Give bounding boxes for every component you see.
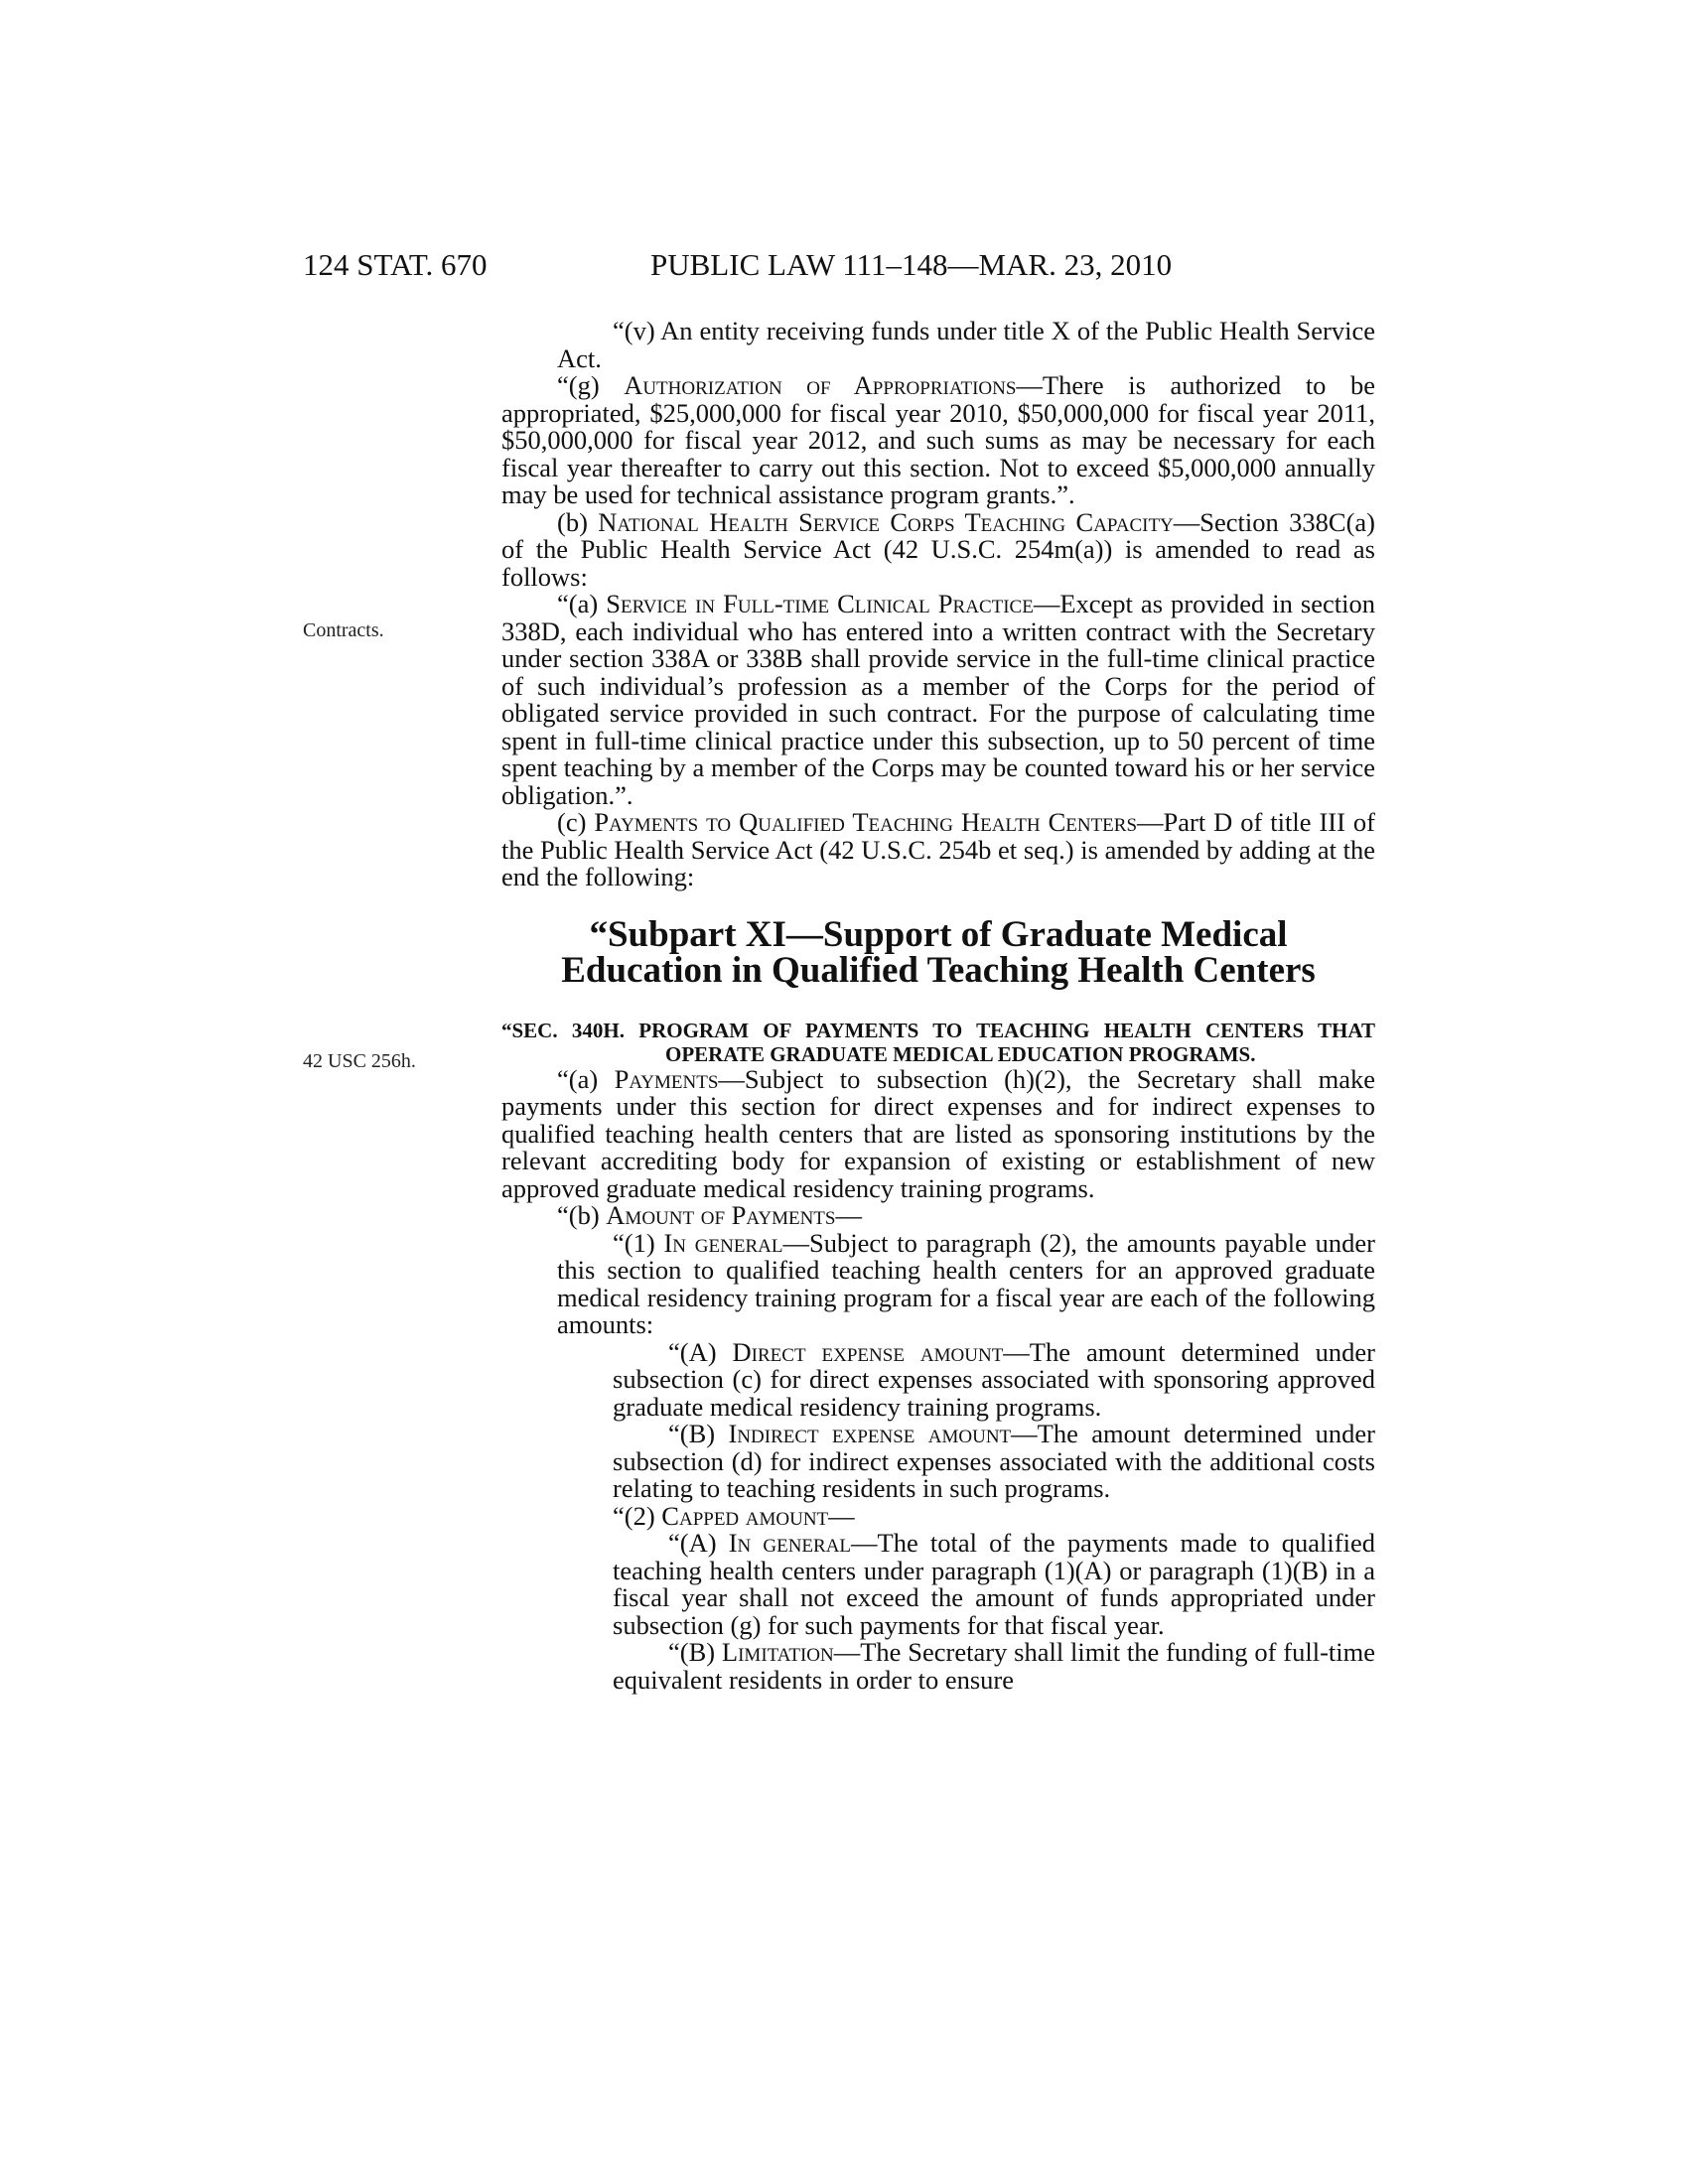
paragraph-v: “(v) An entity receiving funds under title X of the Public Health Service Act. xyxy=(557,316,1375,373)
paragraph-g-heading: Authorization of Appropriations xyxy=(624,370,1017,400)
paragraph-2A-heading: In general xyxy=(728,1528,852,1558)
paragraph-c-heading: Payments to Qualified Teaching Health Centers xyxy=(594,807,1138,837)
paragraph-1B-heading: Indirect expense amount xyxy=(728,1419,1012,1448)
paragraph-g: “(g) Authorization of Appropriations—There is authorized to be appropriated, $25,000,000 for fiscal year 2010, $50,000,000 for fiscal year 2011, $50,000,000 for fiscal year 2012, and such sums as may be necessary for each fiscal year thereafter to carry out this section. Not to exceed $5,000,000 annually may be used for technical assistance program grants.”. xyxy=(501,370,1375,509)
paragraph-1A-heading: Direct expense amount xyxy=(732,1336,1004,1367)
main-text xyxy=(501,318,1375,1694)
paragraph-b: (b) National Health Service Corps Teaching Capacity—Section 338C(a) of the Public Health Service Act (42 U.S.C. 254m(a)) is amended to read as follows: xyxy=(501,506,1375,592)
paragraph-b-amount-heading: Amount of Payments xyxy=(606,1200,836,1230)
paragraph-a-payments: “(a) Payments—Subject to subsection (h)(2), the Secretary shall make payments under this section for direct expenses and for indirect expenses to qualified teaching health centers that are listed as sponsoring institutions by the relevant accrediting body for expansion of existing or establishment of new approved graduate medical residency training programs. xyxy=(501,1063,1375,1203)
section-heading: “SEC. 340H. PROGRAM OF PAYMENTS TO TEACHING HEALTH CENTERS THAT OPERATE GRADUATE MEDICAL EDUCATION PROGRAMS. xyxy=(501,1018,1375,1066)
stat-reference: 124 STAT. 670 xyxy=(303,247,488,282)
paragraph-2B: “(B) Limitation—The Secretary shall limit the funding of full-time equivalent residents in order to ensure xyxy=(613,1637,1375,1695)
paragraph-a-service: “(a) Service in Full-time Clinical Practice—Except as provided in section 338D, each individual who has entered into a written contract with the Secretary under section 338A or 338B shall provide service in the full-time clinical practice of such individual’s profession as a member of the Corps for the period of obligated service provided in such contract. For the purpose of calculating time spent in full-time clinical practice under this subsection, up to 50 percent of time spent teaching by a member of the Corps may be counted toward his or her service obligation.”. xyxy=(501,589,1375,810)
paragraph-1: “(1) In general—Subject to paragraph (2), the amounts payable under this section to qualified teaching health centers for an approved graduate medical residency training program for a fiscal year are each of the following amounts: xyxy=(557,1227,1376,1339)
margin-note-contracts: Contracts. xyxy=(303,619,384,641)
page-header xyxy=(303,245,1365,285)
paragraph-2: “(2) Capped amount— xyxy=(613,1500,855,1531)
paragraph-2-heading: Capped amount xyxy=(661,1500,829,1531)
margin-note-usc: 42 USC 256h. xyxy=(303,1050,416,1072)
paragraph-1A: “(A) Direct expense amount—The amount determined under subsection (c) for direct expenses associated with sponsoring approved graduate medical residency training programs. xyxy=(613,1336,1375,1422)
subpart-title: “Subpart XI—Support of Graduate Medical Education in Qualified Teaching Health Centers xyxy=(561,913,1316,991)
paragraph-2A: “(A) In general—The total of the payments made to qualified teaching health centers under paragraph (1)(A) or paragraph (1)(B) in a fiscal year shall not exceed the amount of funds appropriated under subsection (g) for such payments for that fiscal year. xyxy=(613,1528,1375,1640)
paragraph-b-amount: “(b) Amount of Payments— xyxy=(557,1200,862,1230)
paragraph-1B: “(B) Indirect expense amount—The amount determined under subsection (d) for indirect expenses associated with the additional costs relating to teaching residents in such programs. xyxy=(613,1419,1375,1503)
paragraph-2B-heading: Limitation xyxy=(721,1637,834,1667)
public-law-reference: PUBLIC LAW 111–148—MAR. 23, 2010 xyxy=(650,247,1173,282)
paragraph-c: (c) Payments to Qualified Teaching Health Centers—Part D of title III of the Public Health Service Act (42 U.S.C. 254b et seq.) is amended by adding at the end the following: xyxy=(501,807,1375,891)
paragraph-a-service-heading: Service in Full-time Clinical Practice xyxy=(606,589,1034,618)
paragraph-b-heading: National Health Service Corps Teaching Capacity xyxy=(598,506,1174,537)
paragraph-a-payments-heading: Payments xyxy=(614,1063,719,1094)
paragraph-1-heading: In general xyxy=(663,1227,783,1258)
